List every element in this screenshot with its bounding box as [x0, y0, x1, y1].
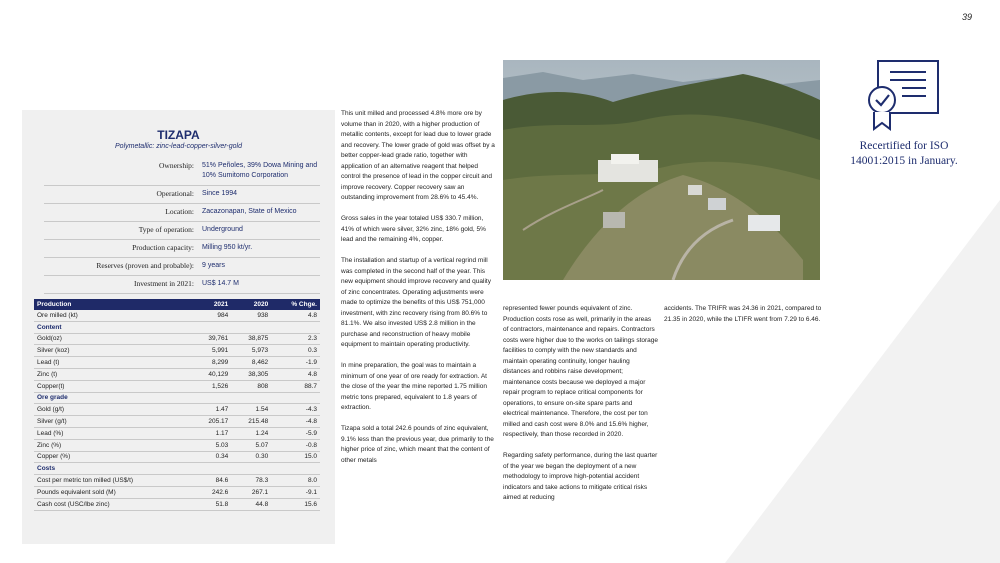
table-cell: 8,299 [191, 357, 231, 369]
table-cell: 938 [231, 310, 271, 321]
table-row [34, 357, 320, 369]
table-cell: Copper(t) [34, 380, 191, 392]
table-cell: 0.30 [231, 451, 271, 463]
table-cell: -0.8 [271, 439, 320, 451]
info-label: Ownership: [159, 161, 194, 170]
table-cell: 5.03 [191, 439, 231, 451]
table-row [34, 427, 320, 439]
table-cell: Pounds equivalent sold (M) [34, 486, 191, 498]
mine-site-photo [503, 60, 820, 280]
table-cell: Silver (g/t) [34, 416, 191, 428]
text-column-3 [664, 304, 822, 336]
info-value: 51% Peñoles, 39% Dowa Mining and 10% Sumitomo Corporation [202, 162, 318, 179]
section-label: Ore grade [34, 392, 320, 404]
table-row [34, 310, 320, 321]
paragraph: In mine preparation, the goal was to maintain a minimum of one year of ore ready for extraction. At the close of the year the mine reported 1.75 million metric tons prepared, equivalent to 1.8 years of extraction. [341, 362, 487, 411]
table-cell: Gold (g/t) [34, 404, 191, 416]
info-row [44, 186, 320, 204]
table-cell: -5.9 [271, 427, 320, 439]
info-row [44, 258, 320, 276]
table-cell: 39,761 [191, 333, 231, 345]
paragraph: Regarding safety performance, during the last quarter of the year we began the deployment of a new methodology to improve high-potential accident indicators and take actions to mitigate critical risks aimed at reducing [503, 452, 658, 501]
paragraph: The installation and startup of a vertical regrind mill was completed in the second half of the year. This new equipment should improve recovery and quality of zinc concentrates. Operating adjustments were made to optimize the benefits of this US$ 751,000 investment, with zinc recovery rising from 80.6% to 81.1%. We also invested US$ 2.8 million in the purchase and reconstruction of heavy mobile equipment to maintain operating productivity. [341, 257, 491, 348]
table-cell: -4.3 [271, 404, 320, 416]
table-cell: Silver (koz) [34, 345, 191, 357]
info-value: Milling 950 kt/yr. [202, 244, 253, 251]
table-cell: Cost per metric ton milled (US$/t) [34, 475, 191, 487]
info-label: Production capacity: [132, 243, 194, 252]
table-cell: 4.8 [271, 368, 320, 380]
table-cell: 84.6 [191, 475, 231, 487]
table-cell: 1.24 [231, 427, 271, 439]
table-cell: 215.48 [231, 416, 271, 428]
table-cell: 38,305 [231, 368, 271, 380]
info-row [44, 276, 320, 294]
table-cell: Lead (%) [34, 427, 191, 439]
table-cell: 2.3 [271, 333, 320, 345]
table-cell: 44.8 [231, 498, 271, 510]
info-row [44, 222, 320, 240]
table-cell: Copper (%) [34, 451, 191, 463]
table-row [34, 380, 320, 392]
table-cell: 5.07 [231, 439, 271, 451]
table-cell: 15.6 [271, 498, 320, 510]
info-value: US$ 14.7 M [202, 280, 239, 287]
paragraph: accidents. The TRIFR was 24.36 in 2021, compared to 21.35 in 2020, while the LTIFR went from 7.29 to 6.46. [664, 305, 822, 323]
column-header: Production [34, 299, 191, 310]
table-row [34, 439, 320, 451]
section-label: Costs [34, 463, 320, 475]
table-cell: Gold(oz) [34, 333, 191, 345]
table-cell: 40,129 [191, 368, 231, 380]
table-cell: Cash cost (USC/lbe zinc) [34, 498, 191, 510]
text-column-2 [503, 304, 658, 514]
info-value: 9 years [202, 262, 225, 269]
table-cell: 5,973 [231, 345, 271, 357]
column-header: 2020 [231, 299, 271, 310]
paragraph: Gross sales in the year totaled US$ 330.7 million, 41% of which were silver, 32% zinc, 18% gold, 5% lead and the remaining 4%, copper. [341, 215, 486, 243]
column-header: % Chge. [271, 299, 320, 310]
paragraph: This unit milled and processed 4.8% more ore by volume than in 2020, with a higher production of metallic contents, except for lead due to lower grade and recovery. The lower grade of gold was offset by a better copper-lead grade ratio, together with application of an alternative reagent that helped control the presence of lead in the copper circuit and improve recovery. Copper recovery saw an outstanding improvement from 28.6% to 45.4%. [341, 110, 495, 201]
table-cell: 0.34 [191, 451, 231, 463]
info-label: Location: [165, 207, 194, 216]
table-cell: 88.7 [271, 380, 320, 392]
paragraph: represented fewer pounds equivalent of zinc. Production costs rose as well, primarily in the areas of contractors, maintenance and repairs. Contractors costs were higher due to the works on tailings storage facilities to comply with the new standards and maintain operating continuity, longer hauling distances and robbins raise development; maintenance costs because we deployed a major repair program to replace critical components for operations, to ensure on-site spare parts and electrical maintenance. Therefore, the cost per ton milled and cash cost were 8.0% and 15.6% higher, respectively, than those recorded in 2020. [503, 305, 659, 438]
info-row [44, 158, 320, 186]
text-column-1 [341, 109, 497, 477]
table-row [34, 416, 320, 428]
table-cell: 8.0 [271, 475, 320, 487]
table-cell: Lead (t) [34, 357, 191, 369]
table-cell: 51.8 [191, 498, 231, 510]
info-value: Zacazonapan, State of Mexico [202, 208, 297, 215]
table-row [34, 333, 320, 345]
table-cell: 1.47 [191, 404, 231, 416]
info-row [44, 204, 320, 222]
table-cell: 267.1 [231, 486, 271, 498]
table-cell: 38,875 [231, 333, 271, 345]
table-cell: 808 [231, 380, 271, 392]
info-label: Investment in 2021: [134, 279, 194, 288]
table-cell: 8,462 [231, 357, 271, 369]
table-row [34, 345, 320, 357]
paragraph: Tizapa sold a total 242.6 pounds of zinc equivalent, 9.1% less than the previous year, due primarily to the higher price of zinc, which meant that the content of other metals [341, 425, 494, 464]
table-cell: -9.1 [271, 486, 320, 498]
table-cell: 984 [191, 310, 231, 321]
info-value: Underground [202, 226, 243, 233]
certificate-icon [866, 58, 942, 134]
production-table [34, 299, 320, 511]
table-cell: 1.17 [191, 427, 231, 439]
table-cell: 205.17 [191, 416, 231, 428]
mine-title: TIZAPA [157, 128, 200, 142]
section-row [34, 463, 320, 475]
page-number: 39 [961, 12, 972, 22]
table-cell: 0.3 [271, 345, 320, 357]
column-header: 2021 [191, 299, 231, 310]
table-cell: 5,991 [191, 345, 231, 357]
mine-info-list [44, 158, 320, 294]
section-label: Content [34, 321, 320, 333]
table-row [34, 368, 320, 380]
certification-text: Recertified for ISO 14001:2015 in January. [850, 140, 958, 167]
table-row [34, 475, 320, 487]
table-cell: Zinc (%) [34, 439, 191, 451]
table-row [34, 498, 320, 510]
info-label: Operational: [156, 189, 194, 198]
table-header-row [34, 299, 320, 310]
info-value: Since 1994 [202, 190, 238, 197]
table-cell: 1,526 [191, 380, 231, 392]
table-cell: 15.0 [271, 451, 320, 463]
section-row [34, 392, 320, 404]
table-cell: 242.6 [191, 486, 231, 498]
table-cell: 78.3 [231, 475, 271, 487]
info-row [44, 240, 320, 258]
table-cell: Ore milled (kt) [34, 310, 191, 321]
section-row [34, 321, 320, 333]
table-cell: -4.8 [271, 416, 320, 428]
info-label: Reserves (proven and probable): [96, 261, 194, 270]
table-row [34, 486, 320, 498]
table-row [34, 404, 320, 416]
mine-subtitle: Polymetallic: zinc-lead-copper-silver-gold [115, 143, 242, 150]
info-label: Type of operation: [138, 225, 194, 234]
mine-info-panel [22, 110, 335, 544]
table-cell: Zinc (t) [34, 368, 191, 380]
table-cell: -1.9 [271, 357, 320, 369]
table-row [34, 451, 320, 463]
table-cell: 1.54 [231, 404, 271, 416]
table-cell: 4.8 [271, 310, 320, 321]
